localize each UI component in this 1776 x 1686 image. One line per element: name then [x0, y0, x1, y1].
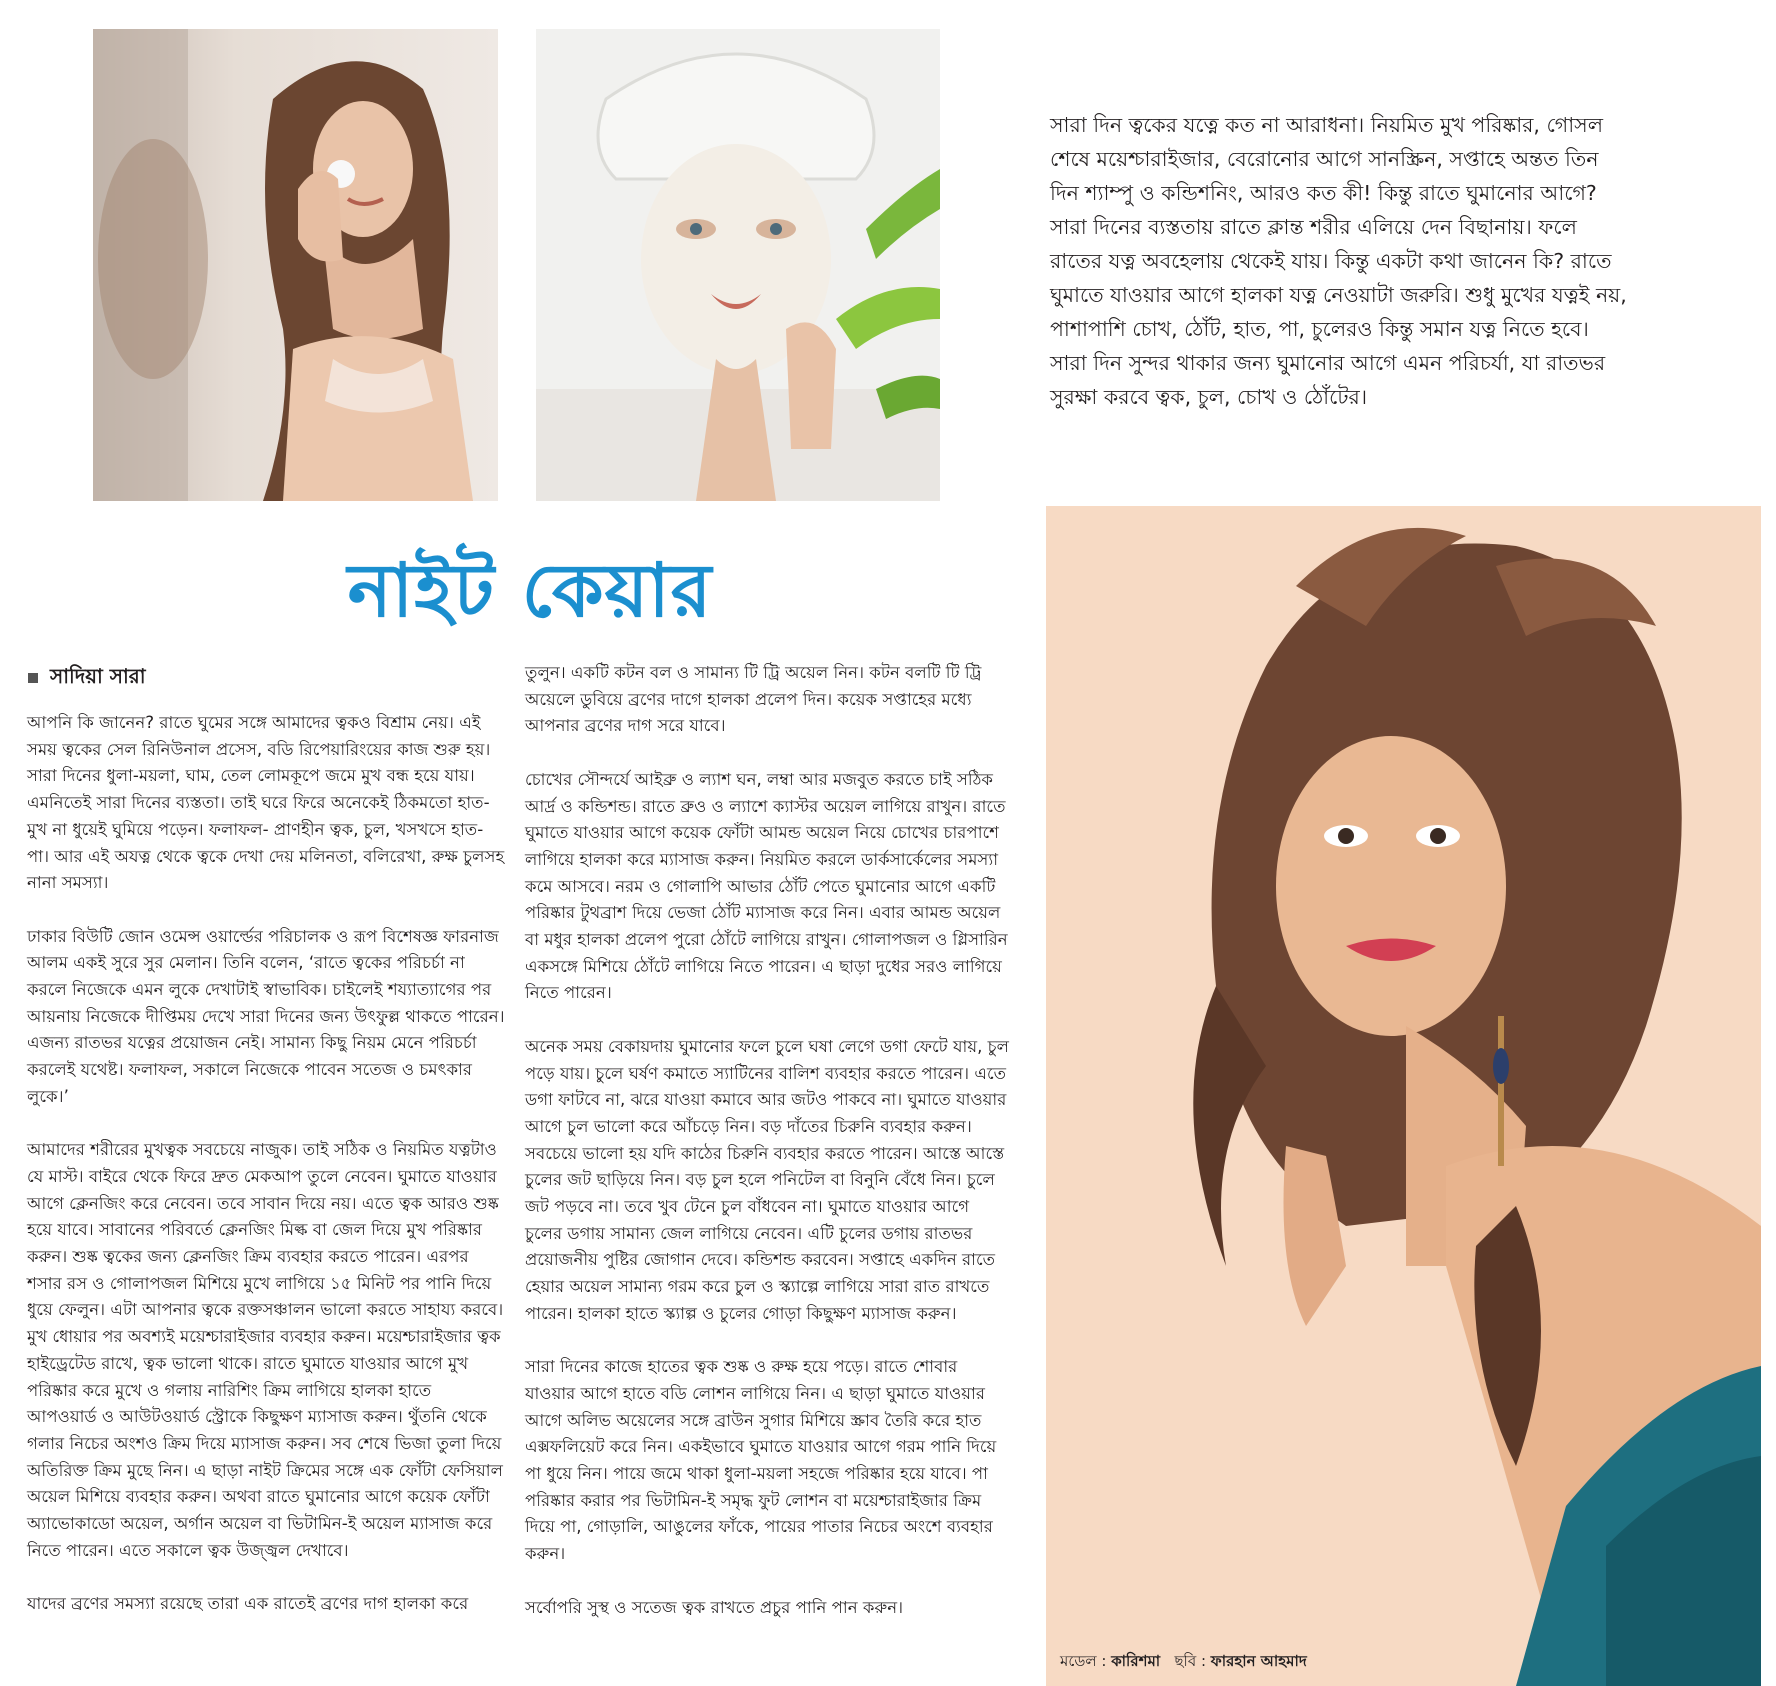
paragraph: অনেক সময় বেকায়দায় ঘুমানোর ফলে চুলে ঘষা লেগে ডগা ফেটে যায়, চুল পড়ে যায়। চুলে ঘর্ষণ কমাতে স্যাটিনের বালিশ ব্যবহার করতে পারেন। এতে ডগা ফাটবে না, ঝরে যাওয়া কমাবে আর জটও পাকবে না। ঘুমাতে যাওয়ার আগে চুল ভালো করে আঁচড়ে নিন। বড় দাঁতের চিরুনি ব্যবহার করুন। সবচেয়ে ভালো হয় যদি কাঠের চিরুনি ব্যবহার করতে পারেন। আস্তে আস্তে চুলের জট ছাড়িয়ে নিন। বড় চুল হলে পনিটেল বা বিনুনি বেঁধে নিন। চুলে জট পড়বে না। তবে খুব টেনে চুল বাঁধবেন না। ঘুমাতে যাওয়ার আগে চুলের ডগায় সামান্য জেল লাগিয়ে নেবেন। এটি চুলের ডগায় রাতভর প্রয়োজনীয় পুষ্টির জোগান দেবে। কন্ডিশন্ড করবেন। সপ্তাহে একদিন রাতে হেয়ার অয়েল সামান্য গরম করে চুল ও স্ক্যাল্পে লাগিয়ে সারা রাত রাখতে পারেন। হালকা হাতে স্ক্যাল্প ও চুলের গোড়া কিছুক্ষণ ম্যাসাজ করুন।: [525, 1036, 1009, 1323]
photo-label: ছবি :: [1174, 1652, 1207, 1670]
paragraph: আপনি কি জানেন? রাতে ঘুমের সঙ্গে আমাদের ত্বকও বিশ্রাম নেয়। এই সময় ত্বকের সেল রিনিউনাল প্রসেস, বডি রিপেয়ারিংয়ের কাজ শুরু হয়। সারা দিনের ধুলা-ময়লা, ঘাম, তেল লোমকূপে জমে মুখ বন্ধ হয়ে যায়। এমনিতেই সারা দিনের ব্যস্ততা। তাই ঘরে ফিরে অনেকেই ঠিকমতো হাত-মুখ না ধুয়েই ঘুমিয়ে পড়েন। ফলাফল- প্রাণহীন ত্বক, চুল, খসখসে হাত-পা। আর এই অযত্ন থেকে ত্বকে দেখা দেয় মলিনতা, বলিরেখা, রুক্ষ চুলসহ নানা সমস্যা।: [27, 713, 505, 893]
model-name: কারিশমা: [1111, 1652, 1161, 1670]
paragraph: ঢাকার বিউটি জোন ওমেন্স ওয়ার্ল্ডের পরিচালক ও রূপ বিশেষজ্ঞ ফারনাজ আলম একই সুরে সুর মেলান। তিনি বলেন, ‘রাতে ত্বকের পরিচর্চা না করলে নিজেকে এমন লুকে দেখাটাই স্বাভাবিক। চাইলেই শয্যাত্যাগের পর আয়নায় নিজেকে দীপ্তিময় দেখে সারা দিনের জন্য উৎফুল্ল থাকতে পারেন। এজন্য রাতভর যত্নের প্রয়োজন নেই। সামান্য কিছু নিয়ম মেনে পরিচর্চা করলেই যথেষ্ট। ফলাফল, সকালে নিজেকে পাবেন সতেজ ও চমৎকার লুকে।’: [27, 926, 505, 1106]
paragraph: সর্বোপরি সুস্থ ও সতেজ ত্বক রাখতে প্রচুর পানি পান করুন।: [525, 1597, 904, 1617]
paragraph: যাদের ব্রণের সমস্যা রয়েছে তারা এক রাতেই ব্রণের দাগ হালকা করে: [27, 1594, 469, 1614]
photographer-name: ফারহান আহমাদ: [1210, 1652, 1307, 1670]
author-name: সাদিয়া সারা: [50, 664, 146, 688]
intro-paragraph: সারা দিন ত্বকের যত্নে কত না আরাধনা। নিয়মিত মুখ পরিষ্কার, গোসল শেষে ময়েশ্চারাইজার, বেরোনোর আগে সানস্ক্রিন, সপ্তাহে অন্তত তিন দিন শ্যাম্পু ও কন্ডিশনিং, আরও কত কী! কিন্তু রাতে ঘুমানোর আগে? সারা দিনের ব্যস্ততায় রাতে ক্লান্ত শরীর এলিয়ে দেন বিছানায়। ফলে রাতের যত্ন অবহেলায় থেকেই যায়। কিন্তু একটা কথা জানেন কি? রাতে ঘুমাতে যাওয়ার আগে হালকা যত্ন নেওয়াটা জরুরি। শুধু মুখের যত্নই নয়, পাশাপাশি চোখ, ঠোঁট, হাত, পা, চুলেরও কিন্তু সমান যত্ন নিতে হবে। সারা দিন সুন্দর থাকার জন্য ঘুমানোর আগে এমন পরিচর্যা, যা রাতভর সুরক্ষা করবে ত্বক, চুল, চোখ ও ঠোঁটের।: [1050, 113, 1627, 409]
photo-woman-face-mask: [536, 29, 940, 501]
paragraph: আমাদের শরীরের মুখত্বক সবচেয়ে নাজুক। তাই সঠিক ও নিয়মিত যত্নটাও যে মাস্ট। বাইরে থেকে ফিরে দ্রুত মেকআপ তুলে নেবেন। ঘুমাতে যাওয়ার আগে ক্লেনজিং করে নেবেন। তবে সাবান দিয়ে নয়। এতে ত্বক আরও শুষ্ক হয়ে যাবে। সাবানের পরিবর্তে ক্লেনজিং মিল্ক বা জেল দিয়ে মুখ পরিষ্কার করুন। শুষ্ক ত্বকের জন্য ক্লেনজিং ক্রিম ব্যবহার করতে পারেন। এরপর শসার রস ও গোলাপজল মিশিয়ে মুখে লাগিয়ে ১৫ মিনিট পর পানি দিয়ে ধুয়ে ফেলুন। এটা আপনার ত্বকে রক্তসঞ্চালন ভালো করতে সাহায্য করবে। মুখ ধোয়ার পর অবশ্যই ময়েশ্চারাইজার ব্যবহার করুন। ময়েশ্চারাইজার ত্বক হাইড্রেটেড রাখে, ত্বক ভালো থাকে। রাতে ঘুমাতে যাওয়ার আগে মুখ পরিষ্কার করে মুখে ও গলায় নারিশিং ক্রিম লাগিয়ে হালকা হাতে আপওয়ার্ড ও আউটওয়ার্ড স্ট্রোকে কিছুক্ষণ ম্যাসাজ করুন। থুঁতনি থেকে গলার নিচের অংশও ক্রিম দিয়ে ম্যাসাজ করুন। সব শেষে ভিজা তুলা দিয়ে অতিরিক্ত ক্রিম মুছে নিন। এ ছাড়া নাইট ক্রিমের সঙ্গে এক ফোঁটা ফেসিয়াল অয়েল মিশিয়ে ব্যবহার করুন। অথবা রাতে ঘুমানোর আগে কয়েক ফোঁটা অ্যাভোকাডো অয়েল, অর্গান অয়েল বা ভিটামিন-ই অয়েল ম্যাসাজ করে নিতে পারেন। এতে সকালে ত্বক উজ্জ্বল দেখাবে।: [27, 1140, 504, 1560]
author-byline: [28, 662, 146, 695]
article-title: নাইট কেয়ার: [347, 548, 713, 634]
bullet-square-icon: [28, 673, 38, 683]
left-column: [27, 710, 505, 1645]
photo-credit: [1060, 1650, 1307, 1675]
middle-column: [525, 660, 1010, 1648]
paragraph: তুলুন। একটি কটন বল ও সামান্য টি ট্রি অয়েল নিন। কটন বলটি টি ট্রি অয়েলে ডুবিয়ে ব্রণের দাগে হালকা প্রলেপ দিন। কয়েক সপ্তাহের মধ্যে আপনার ব্রণের দাগ সরে যাবে।: [525, 663, 982, 736]
model-label: মডেল :: [1060, 1652, 1107, 1670]
paragraph: চোখের সৌন্দর্যে আইব্রু ও ল্যাশ ঘন, লম্বা আর মজবুত করতে চাই সঠিক আর্দ্র ও কন্ডিশন্ড। রাতে ব্রুও ও ল্যাশে ক্যাস্টর অয়েল লাগিয়ে রাখুন। রাতে ঘুমাতে যাওয়ার আগে কয়েক ফোঁটা আমন্ড অয়েল নিয়ে চোখের চারপাশে লাগিয়ে হালকা করে ম্যাসাজ করুন। নিয়মিত করলে ডার্কসার্কেলের সমস্যা কমে আসবে। নরম ও গোলাপি আভার ঠোঁট পেতে ঘুমানোর আগে একটি পরিষ্কার টুথব্রাশ দিয়ে ভেজা ঠোঁট ম্যাসাজ করে নিন। এবার আমন্ড অয়েল বা মধুর হালকা প্রলেপ পুরো ঠোঁটে লাগিয়ে রাখুন। গোলাপজল ও গ্লিসারিন একসঙ্গে মিশিয়ে ঠোঁটে লাগিয়ে নিতে পারেন। এ ছাড়া দুধের সরও লাগিয়ে নিতে পারেন।: [525, 769, 1008, 1003]
photo-woman-cleansing: [93, 29, 498, 501]
paragraph: সারা দিনের কাজে হাতের ত্বক শুষ্ক ও রুক্ষ হয়ে পড়ে। রাতে শোবার যাওয়ার আগে হাতে বডি লোশন লাগিয়ে নিন। এ ছাড়া ঘুমাতে যাওয়ার আগে অলিভ অয়েলের সঙ্গে ব্রাউন সুগার মিশিয়ে স্ক্রাব তৈরি করে হাত এক্সফলিয়েট করে নিন। একইভাবে ঘুমাতে যাওয়ার আগে গরম পানি দিয়ে পা ধুয়ে নিন। পায়ে জমে থাকা ধুলা-ময়লা সহজে পরিষ্কার হয়ে যাবে। পা পরিষ্কার করার পর ভিটামিন-ই সমৃদ্ধ ফুট লোশন বা ময়েশ্চারাইজার ক্রিম দিয়ে পা, গোড়ালি, আঙুলের ফাঁকে, পায়ের পাতার নিচের অংশে ব্যবহার করুন।: [525, 1357, 997, 1564]
photo-model: [1046, 506, 1761, 1686]
